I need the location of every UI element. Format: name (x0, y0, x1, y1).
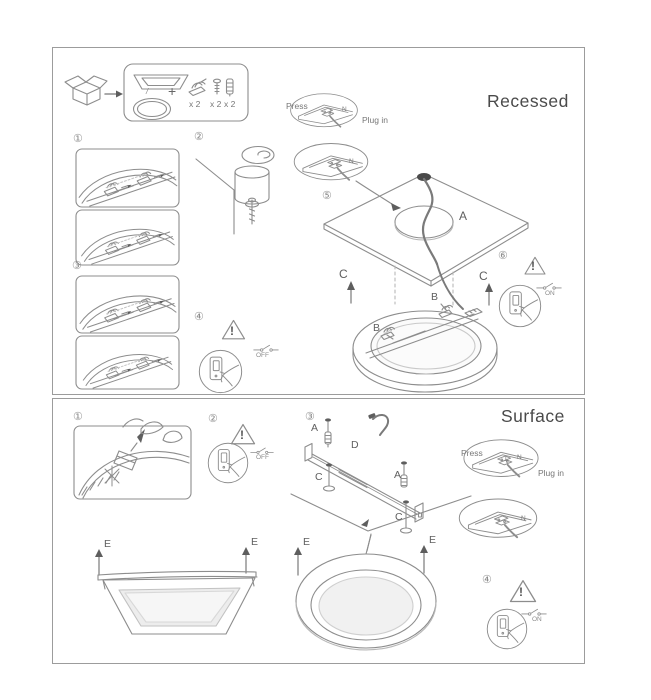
screw-qty: x 2 (210, 99, 222, 109)
label-a1: A (311, 422, 319, 434)
step-1-badge: ① (73, 411, 83, 423)
step2-hole-cutting (196, 147, 274, 235)
alignment-dashes (395, 266, 453, 308)
label-a2: A (394, 469, 402, 481)
step4-warning-group (487, 581, 546, 649)
terminal-l-label: L (330, 108, 334, 115)
terminal-n-label: N (342, 106, 347, 113)
step3-illustration-boxes (76, 276, 179, 389)
arrow-right-icon (105, 91, 123, 98)
wall-switch-icon (208, 443, 247, 482)
step1-remove-bracket-box (74, 419, 191, 499)
ceiling-tile (324, 173, 528, 308)
step-1-badge: ① (73, 133, 83, 145)
step-3-badge: ③ (305, 411, 315, 423)
panel-mark: / (146, 87, 149, 96)
mains-wire (423, 179, 437, 264)
wall-switch-icon (199, 350, 241, 392)
insert-arrow-icon (391, 203, 401, 211)
step-4-badge: ④ (194, 311, 204, 323)
warning-triangle-icon (511, 581, 536, 602)
switch-closed-icon (537, 283, 562, 289)
step-3-badge: ③ (72, 260, 82, 272)
terminal-n-label: N (349, 158, 354, 165)
switch-on-label: ON (532, 616, 542, 623)
step-4-badge: ④ (482, 574, 492, 586)
step-2-badge: ② (208, 413, 218, 425)
cut-hole-icon (258, 151, 270, 158)
switch-closed-icon (522, 609, 547, 615)
lift-arrows-c (347, 281, 493, 305)
section-title: Surface (501, 406, 565, 426)
wire-to-terminal (437, 264, 463, 309)
label-c1: C (315, 471, 323, 483)
surface-line-art (53, 399, 584, 663)
switch-off-label: OFF (256, 352, 269, 359)
carton-box-icon (65, 76, 107, 105)
callout-connector-line (356, 181, 395, 206)
bracket-end-left (305, 444, 312, 462)
terminal-n-label: N (517, 454, 522, 461)
screw-washer (401, 528, 412, 533)
screw-icon (214, 79, 221, 94)
plug-in-label: Plug in (362, 115, 388, 125)
label-a: A (459, 209, 468, 223)
square-surface-panel (95, 547, 257, 634)
warning-exclamation: ! (531, 259, 535, 273)
clip-qty: x 2 (189, 99, 201, 109)
press-label: Press (286, 101, 308, 111)
label-b1: B (431, 291, 439, 303)
warning-exclamation: ! (519, 585, 523, 599)
label-e1: E (104, 538, 112, 550)
wall-switch-icon (499, 285, 540, 326)
plugin-callout-oval (294, 144, 368, 180)
hand-finger (163, 431, 182, 442)
package-contents-box (124, 64, 248, 121)
recessed-section (52, 47, 585, 395)
switch-off-label: OFF (256, 454, 269, 461)
supply-wire (373, 415, 388, 435)
warning-exclamation: ! (230, 324, 234, 338)
label-d: D (351, 439, 359, 451)
warning-triangle-icon (525, 257, 545, 274)
plug-in-label: Plug in (538, 468, 564, 478)
step1-illustration-boxes (76, 149, 179, 265)
switch-on-label: ON (545, 290, 555, 297)
plus-sign: + (168, 83, 177, 99)
label-c1: C (339, 267, 348, 281)
square-panel-icon (134, 75, 188, 89)
press-callout-oval (464, 440, 538, 477)
switch-open-icon (251, 448, 274, 453)
step-5-badge: ⑤ (322, 190, 332, 202)
switch-open-icon (254, 345, 279, 351)
label-e2: E (251, 536, 259, 548)
surface-section (52, 398, 585, 664)
wall-switch-icon (487, 609, 526, 648)
step-2-badge: ② (194, 131, 204, 143)
round-surface-panel (294, 535, 436, 650)
spring-clip-icon (189, 79, 206, 96)
step-6-badge: ⑥ (498, 250, 508, 262)
press-label: Press (461, 448, 483, 458)
terminal-l-label: L (505, 456, 509, 463)
warning-exclamation: ! (240, 428, 244, 442)
wall-anchor-icon (227, 79, 234, 96)
label-c2: C (395, 511, 403, 523)
section-title: Recessed (487, 91, 569, 111)
screw-washer (324, 486, 335, 491)
label-e4: E (429, 534, 437, 546)
hand-finger (141, 422, 163, 434)
terminal-n-label: N (521, 515, 526, 522)
label-c2: C (479, 269, 488, 283)
anchor-qty: x 2 (224, 99, 236, 109)
label-e3: E (303, 536, 311, 548)
label-b2: B (373, 322, 381, 334)
